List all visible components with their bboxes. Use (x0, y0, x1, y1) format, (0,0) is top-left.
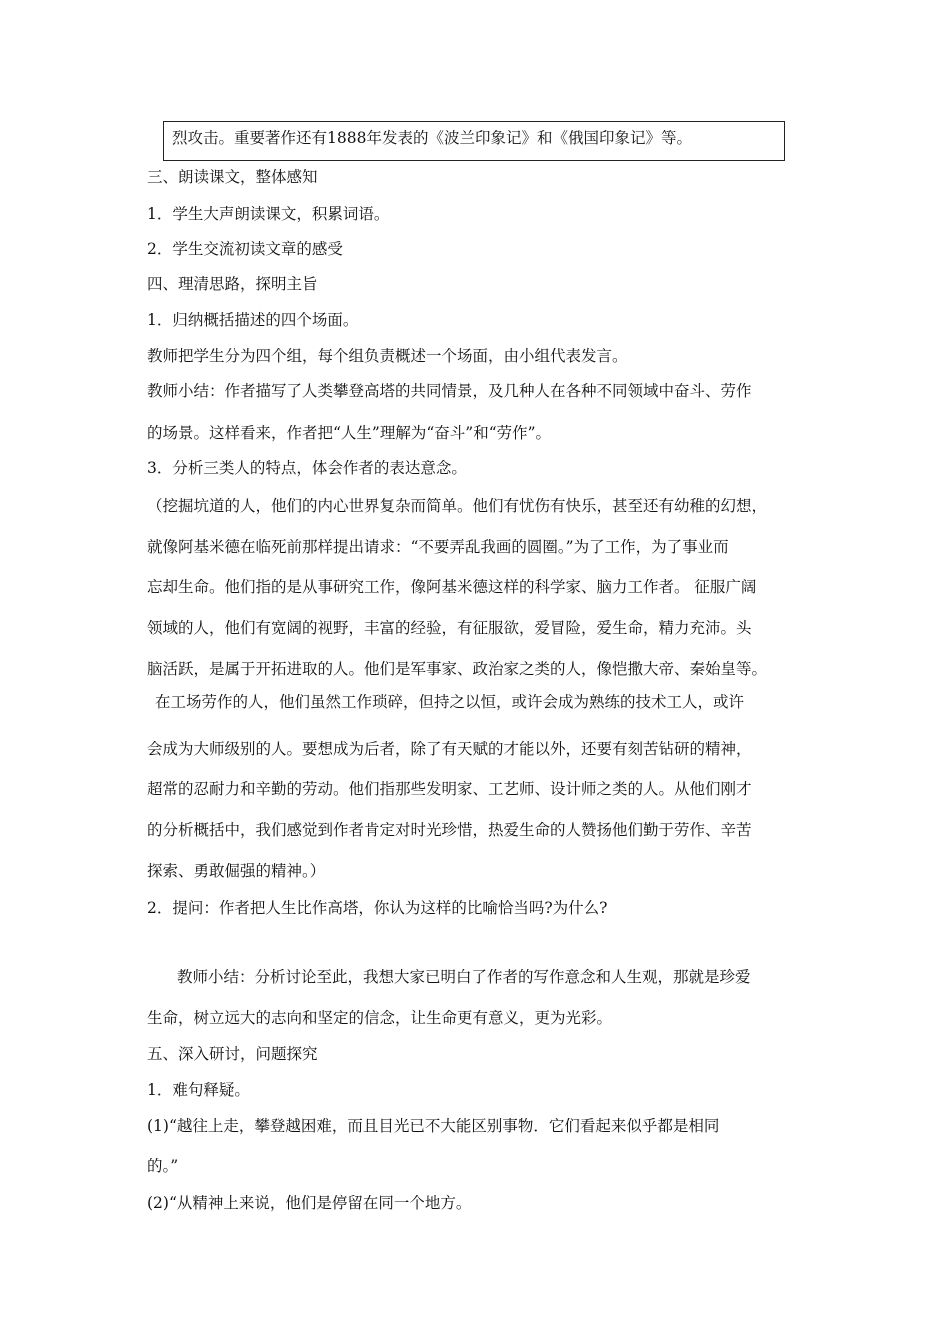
text-line: 脑活跃，是属于开拓进取的人。他们是军事家、政治家之类的人，像恺撒大帝、秦始皇等。 (147, 660, 768, 678)
text-line: 教师小结：作者描写了人类攀登高塔的共同情景，及几种人在各种不同领域中奋斗、劳作 (147, 382, 752, 400)
text-line: 的。” (147, 1157, 179, 1175)
text-line: (2)“从精神上来说，他们是停留在同一个地方。 (147, 1194, 472, 1212)
text-line: 3．分析三类人的特点，体会作者的表达意念。 (147, 459, 467, 477)
text-line: 就像阿基米德在临死前那样提出请求：“不要弄乱我画的圆圈。”为了工作，为了事业而 (147, 538, 729, 556)
text-line: 领域的人，他们有宽阔的视野，丰富的经验，有征服欲，爱冒险，爱生命，精力充沛。头 (147, 619, 752, 637)
text-line: 教师小结：分析讨论至此，我想大家已明白了作者的写作意念和人生观，那就是珍爱 (177, 968, 751, 986)
text-line: 的分析概括中，我们感觉到作者肯定对时光珍惜，热爱生命的人赞扬他们勤于劳作、辛苦 (147, 821, 752, 839)
text-line: 2．提问：作者把人生比作高塔，你认为这样的比喻恰当吗?为什么? (147, 899, 608, 917)
text-line: 1．学生大声朗读课文，积累词语。 (147, 205, 390, 223)
text-line: 生命，树立远大的志向和坚定的信念，让生命更有意义，更为光彩。 (147, 1009, 613, 1027)
text-line: 教师把学生分为四个组，每个组负责概述一个场面，由小组代表发言。 (147, 347, 628, 365)
text-line: （挖掘坑道的人，他们的内心世界复杂而简单。他们有忧伤有快乐，甚至还有幼稚的幻想， (147, 497, 768, 515)
text-line: (1)“越往上走，攀登越困难，而且目光已不大能区别事物．它们看起来似乎都是相同 (147, 1117, 720, 1135)
text-line: 在工场劳作的人，他们虽然工作琐碎，但持之以恒，或许会成为熟练的技术工人，或许 (155, 693, 745, 711)
section-heading-4: 四、理清思路，探明主旨 (147, 275, 318, 293)
text-line: 1．难句释疑。 (147, 1081, 250, 1099)
text-line: 探索、勇敢倔强的精神。） (147, 862, 326, 880)
text-line: 2．学生交流初读文章的感受 (147, 240, 343, 258)
box-text: 烈攻击。重要著作还有1888年发表的《波兰印象记》和《俄国印象记》等。 (172, 129, 692, 147)
text-line: 的场景。这样看来，作者把“人生”理解为“奋斗”和“劳作”。 (147, 424, 552, 442)
section-heading-5: 五、深入研讨，问题探究 (147, 1045, 318, 1063)
text-line: 会成为大师级别的人。要想成为后者，除了有天赋的才能以外，还要有刻苦钻研的精神， (147, 740, 752, 758)
text-line: 1．归纳概括描述的四个场面。 (147, 311, 359, 329)
text-line: 忘却生命。他们指的是从事研究工作，像阿基米德这样的科学家、脑力工作者。 征服广阔 (147, 578, 757, 596)
text-line: 超常的忍耐力和辛勤的劳动。他们指那些发明家、工艺师、设计师之类的人。从他们刚才 (147, 780, 752, 798)
section-heading-3: 三、朗读课文，整体感知 (147, 168, 318, 186)
